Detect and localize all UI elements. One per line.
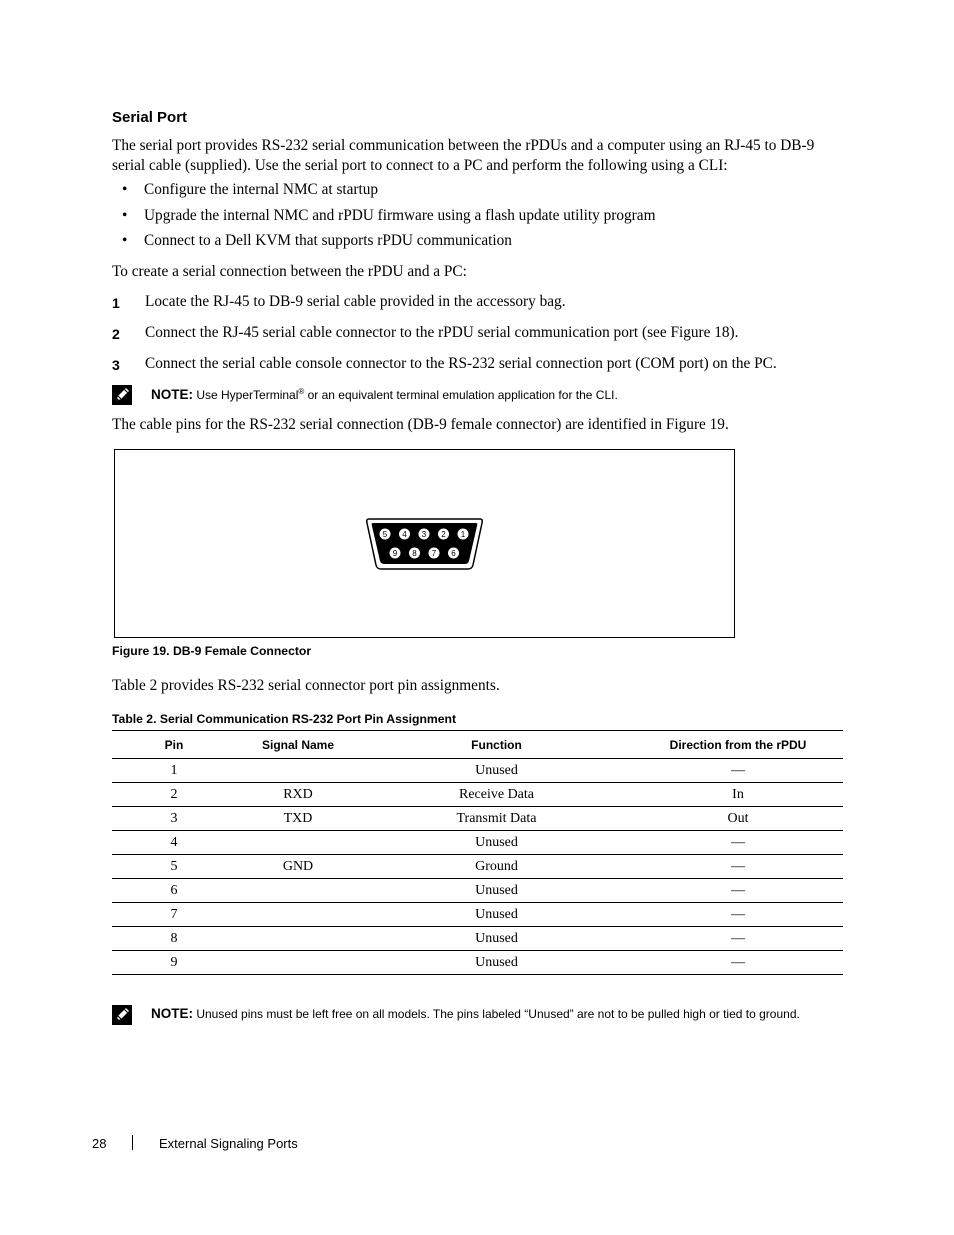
cell-signal [236,759,360,783]
note-text [151,387,618,402]
cell-signal [236,927,360,951]
bullet-dot: • [122,181,128,198]
header-direction: Direction from the rPDU [633,731,843,759]
cell-pin: 2 [112,783,236,807]
lead-in-paragraph: To create a serial connection between the rPDU and a PC: [112,263,467,280]
table-row [112,807,843,831]
cell-function: Receive Data [360,783,633,807]
bullet-item [122,232,512,250]
table-row [112,951,843,975]
cell-signal [236,831,360,855]
table-row [112,831,843,855]
bullet-item [122,181,378,199]
cell-pin: 8 [112,927,236,951]
pencil-note-icon [112,385,132,405]
bullet-item [122,207,655,225]
table-header-row [112,731,843,759]
connector-pin-label: 3 [421,530,427,539]
cell-direction: — [633,903,843,927]
cell-direction: — [633,831,843,855]
cell-function: Unused [360,759,633,783]
cell-function: Unused [360,951,633,975]
cell-direction: — [633,927,843,951]
registered-mark: ® [298,387,305,396]
cell-direction: — [633,879,843,903]
table-row [112,903,843,927]
step-text: Connect the RJ-45 serial cable connector to the rPDU serial communication port (see Figure 18). [145,324,739,341]
connector-pin-label: 6 [451,549,456,558]
bullet-text: Connect to a Dell KVM that supports rPDU communication [144,232,512,249]
table-caption: Table 2. Serial Communication RS-232 Port Pin Assignment [112,712,457,726]
cell-function: Unused [360,903,633,927]
bullet-dot: • [122,232,128,249]
cell-direction: In [633,783,843,807]
cell-signal: GND [236,855,360,879]
note-label: NOTE: [151,1006,193,1021]
note-body-b: or an equivalent terminal emulation application for the CLI. [304,388,618,402]
cell-pin: 7 [112,903,236,927]
header-function: Function [360,731,633,759]
header-pin: Pin [112,731,236,759]
connector-pin-label: 1 [460,530,466,539]
table-row [112,927,843,951]
connector-pin-label: 7 [431,549,437,558]
figure-frame [114,449,735,638]
step-number: 1 [112,295,120,311]
cell-direction: — [633,855,843,879]
note-body: Unused pins must be left free on all models. The pins labeled “Unused” are not to be pulled high or tied to ground. [196,1007,800,1021]
cell-pin: 4 [112,831,236,855]
footer-title: External Signaling Ports [159,1136,298,1151]
bullet-text: Upgrade the internal NMC and rPDU firmware using a flash update utility program [144,207,656,224]
section-heading: Serial Port [112,109,188,126]
cell-pin: 1 [112,759,236,783]
cell-function: Ground [360,855,633,879]
db9-connector-diagram [365,516,485,572]
cell-direction: — [633,951,843,975]
note-body-a: Use HyperTerminal [196,388,299,402]
pin-assignment-table [112,730,843,975]
step-text: Locate the RJ-45 to DB-9 serial cable provided in the accessory bag. [145,293,566,310]
table-row [112,759,843,783]
footer-separator [132,1135,133,1150]
table-row [112,855,843,879]
connector-pin-label: 9 [392,549,398,558]
step-text: Connect the serial cable console connector to the RS-232 serial connection port (COM port) on the PC. [145,355,777,372]
cell-direction: Out [633,807,843,831]
cell-function: Unused [360,927,633,951]
cable-pins-paragraph: The cable pins for the RS-232 serial connection (DB-9 female connector) are identified in Figure 19. [112,416,729,433]
table-intro-paragraph: Table 2 provides RS-232 serial connector port pin assignments. [112,677,500,694]
cell-signal: RXD [236,783,360,807]
cell-signal [236,951,360,975]
step-number: 3 [112,357,120,373]
header-signal-name: Signal Name [236,731,360,759]
connector-pin-label: 4 [402,530,407,539]
bullet-text: Configure the internal NMC at startup [144,181,379,198]
step-number: 2 [112,326,120,342]
cell-function: Unused [360,879,633,903]
cell-function: Transmit Data [360,807,633,831]
connector-pin-label: 2 [441,530,446,539]
cell-signal [236,903,360,927]
cell-signal: TXD [236,807,360,831]
table-row [112,783,843,807]
cell-direction: — [633,759,843,783]
connector-pin-label: 8 [412,549,417,558]
bullet-dot: • [122,207,128,224]
cell-function: Unused [360,831,633,855]
cell-pin: 9 [112,951,236,975]
cell-pin: 3 [112,807,236,831]
cell-pin: 6 [112,879,236,903]
pencil-note-icon [112,1005,132,1025]
figure-caption: Figure 19. DB-9 Female Connector [112,644,312,658]
cell-signal [236,879,360,903]
note-text [151,1006,800,1021]
cell-pin: 5 [112,855,236,879]
intro-paragraph: The serial port provides RS-232 serial communication between the rPDUs and a computer using an RJ-45 to DB-9 serial cable (supplied). Use the serial port to connect to a PC and perform the following using a CLI: [112,137,815,174]
table-row [112,879,843,903]
note-label: NOTE: [151,387,193,402]
page-number: 28 [92,1136,107,1151]
connector-pin-label: 5 [382,530,388,539]
